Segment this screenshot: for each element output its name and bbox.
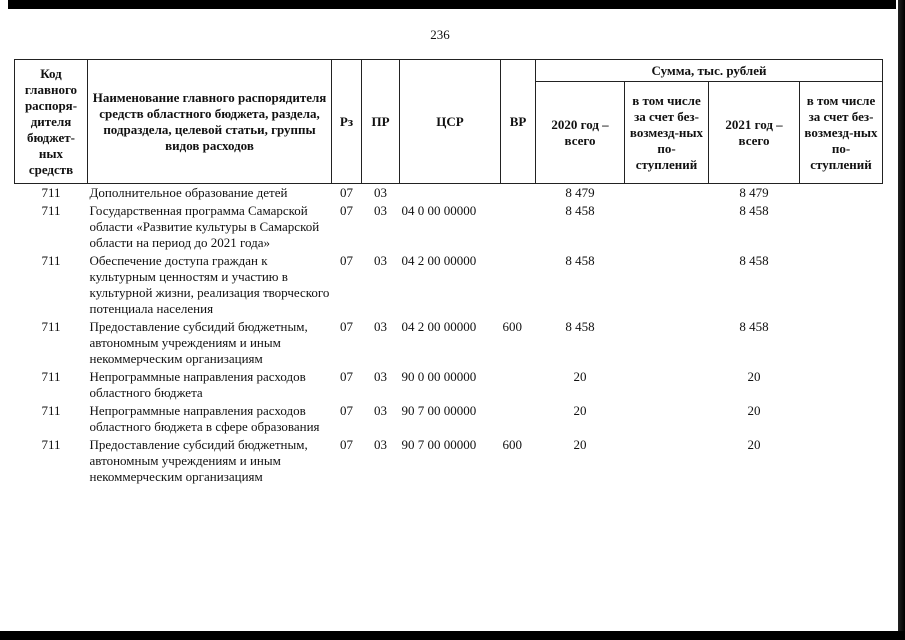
header-csr: ЦСР [400, 60, 501, 184]
cell-2021-total: 8 458 [739, 319, 769, 334]
table-row [15, 203, 883, 253]
cell-csr: 90 7 00 00000 [401, 403, 477, 418]
page-number: 236 [430, 27, 450, 42]
cell-2020-grants [625, 203, 709, 253]
header-name: Наименование главного распорядителя средств областного бюджета, раздела, подраздела, целевой статьи, группы видов расходов [88, 60, 332, 184]
cell-2020-grants [625, 437, 709, 487]
cell-rz: 07 [340, 185, 353, 200]
cell-2020-grants [625, 253, 709, 319]
cell-2021-total: 8 458 [739, 253, 769, 268]
header-2020-grants: в том числе за счет без-возмезд-ных по-ступлений [625, 82, 709, 184]
cell-name: Непрограммные направления расходов областного бюджета в сфере образования [89, 403, 320, 434]
cell-2021-total: 8 458 [739, 203, 769, 218]
cell-name: Непрограммные направления расходов областного бюджета [89, 369, 306, 400]
table-row [15, 369, 883, 403]
cell-2020-total: 20 [573, 437, 587, 452]
cell-2020-total: 20 [573, 403, 587, 418]
cell-pr: 03 [374, 437, 387, 452]
header-code: Код главного распоря-дителя бюджет-ных средств [15, 60, 88, 184]
cell-2020-total: 20 [573, 369, 587, 384]
budget-table [14, 59, 883, 487]
cell-csr: 90 0 00 00000 [401, 369, 477, 384]
cell-name: Предоставление субсидий бюджетным, автономным учреждениям и иным некоммерческим организациям [89, 319, 308, 366]
table-row [15, 403, 883, 437]
header-pr: ПР [362, 60, 400, 184]
cell-csr [400, 184, 501, 204]
cell-2020-grants [625, 319, 709, 369]
cell-vr [501, 403, 536, 437]
cell-2021-total: 20 [747, 403, 761, 418]
cell-rz: 07 [340, 319, 353, 334]
cell-rz: 07 [340, 253, 353, 268]
cell-pr: 03 [374, 319, 387, 334]
header-2021-grants: в том числе за счет без-возмезд-ных по-ступлений [800, 82, 883, 184]
scan-border-bottom [0, 631, 905, 640]
cell-2020-total: 8 479 [565, 185, 595, 200]
cell-2021-grants [800, 437, 883, 487]
cell-csr: 04 0 00 00000 [401, 203, 477, 218]
cell-2020-total: 8 458 [565, 203, 595, 218]
header-2021-total: 2021 год – всего [709, 82, 800, 184]
cell-name: Государственная программа Самарской области «Развитие культуры в Самарской области на период до 2021 года» [89, 203, 320, 250]
cell-name: Обеспечение доступа граждан к культурным ценностям и участию в культурной жизни, реализация творческого потенциала населения [89, 253, 330, 316]
cell-vr: 600 [502, 437, 522, 452]
cell-code: 711 [41, 319, 61, 334]
cell-rz: 07 [340, 203, 353, 218]
cell-code: 711 [41, 403, 61, 418]
cell-vr [501, 369, 536, 403]
cell-code: 711 [41, 253, 61, 268]
cell-pr: 03 [374, 185, 387, 200]
scan-border-right [896, 0, 905, 640]
cell-code: 711 [41, 437, 61, 452]
cell-2020-grants [625, 369, 709, 403]
table-row [15, 253, 883, 319]
cell-vr [501, 184, 536, 204]
cell-csr: 90 7 00 00000 [401, 437, 477, 452]
cell-csr: 04 2 00 00000 [401, 319, 477, 334]
cell-pr: 03 [374, 203, 387, 218]
cell-2021-grants [800, 203, 883, 253]
table-row [15, 437, 883, 487]
table-body [15, 184, 883, 488]
cell-vr: 600 [502, 319, 522, 334]
header-2020-total: 2020 год – всего [536, 82, 625, 184]
cell-2020-grants [625, 184, 709, 204]
cell-2021-total: 8 479 [739, 185, 769, 200]
cell-2020-total: 8 458 [565, 319, 595, 334]
table-row [15, 184, 883, 204]
cell-vr [501, 253, 536, 319]
cell-2020-total: 8 458 [565, 253, 595, 268]
cell-2020-grants [625, 403, 709, 437]
cell-2021-grants [800, 184, 883, 204]
cell-pr: 03 [374, 369, 387, 384]
scan-border-top [8, 0, 905, 9]
cell-name: Дополнительное образование детей [89, 185, 288, 200]
cell-2021-grants [800, 319, 883, 369]
cell-pr: 03 [374, 403, 387, 418]
cell-2021-total: 20 [747, 437, 761, 452]
cell-2021-grants [800, 369, 883, 403]
cell-pr: 03 [374, 253, 387, 268]
cell-2021-grants [800, 403, 883, 437]
cell-rz: 07 [340, 369, 353, 384]
cell-csr: 04 2 00 00000 [401, 253, 477, 268]
cell-code: 711 [41, 185, 61, 200]
cell-name: Предоставление субсидий бюджетным, автономным учреждениям и иным некоммерческим организациям [89, 437, 308, 484]
cell-vr [501, 203, 536, 253]
table-row [15, 319, 883, 369]
header-vr: ВР [501, 60, 536, 184]
header-sum-group: Сумма, тыс. рублей [536, 60, 883, 82]
cell-rz: 07 [340, 403, 353, 418]
cell-2021-total: 20 [747, 369, 761, 384]
cell-code: 711 [41, 203, 61, 218]
cell-2021-grants [800, 253, 883, 319]
cell-rz: 07 [340, 437, 353, 452]
cell-code: 711 [41, 369, 61, 384]
header-rz: Рз [332, 60, 362, 184]
